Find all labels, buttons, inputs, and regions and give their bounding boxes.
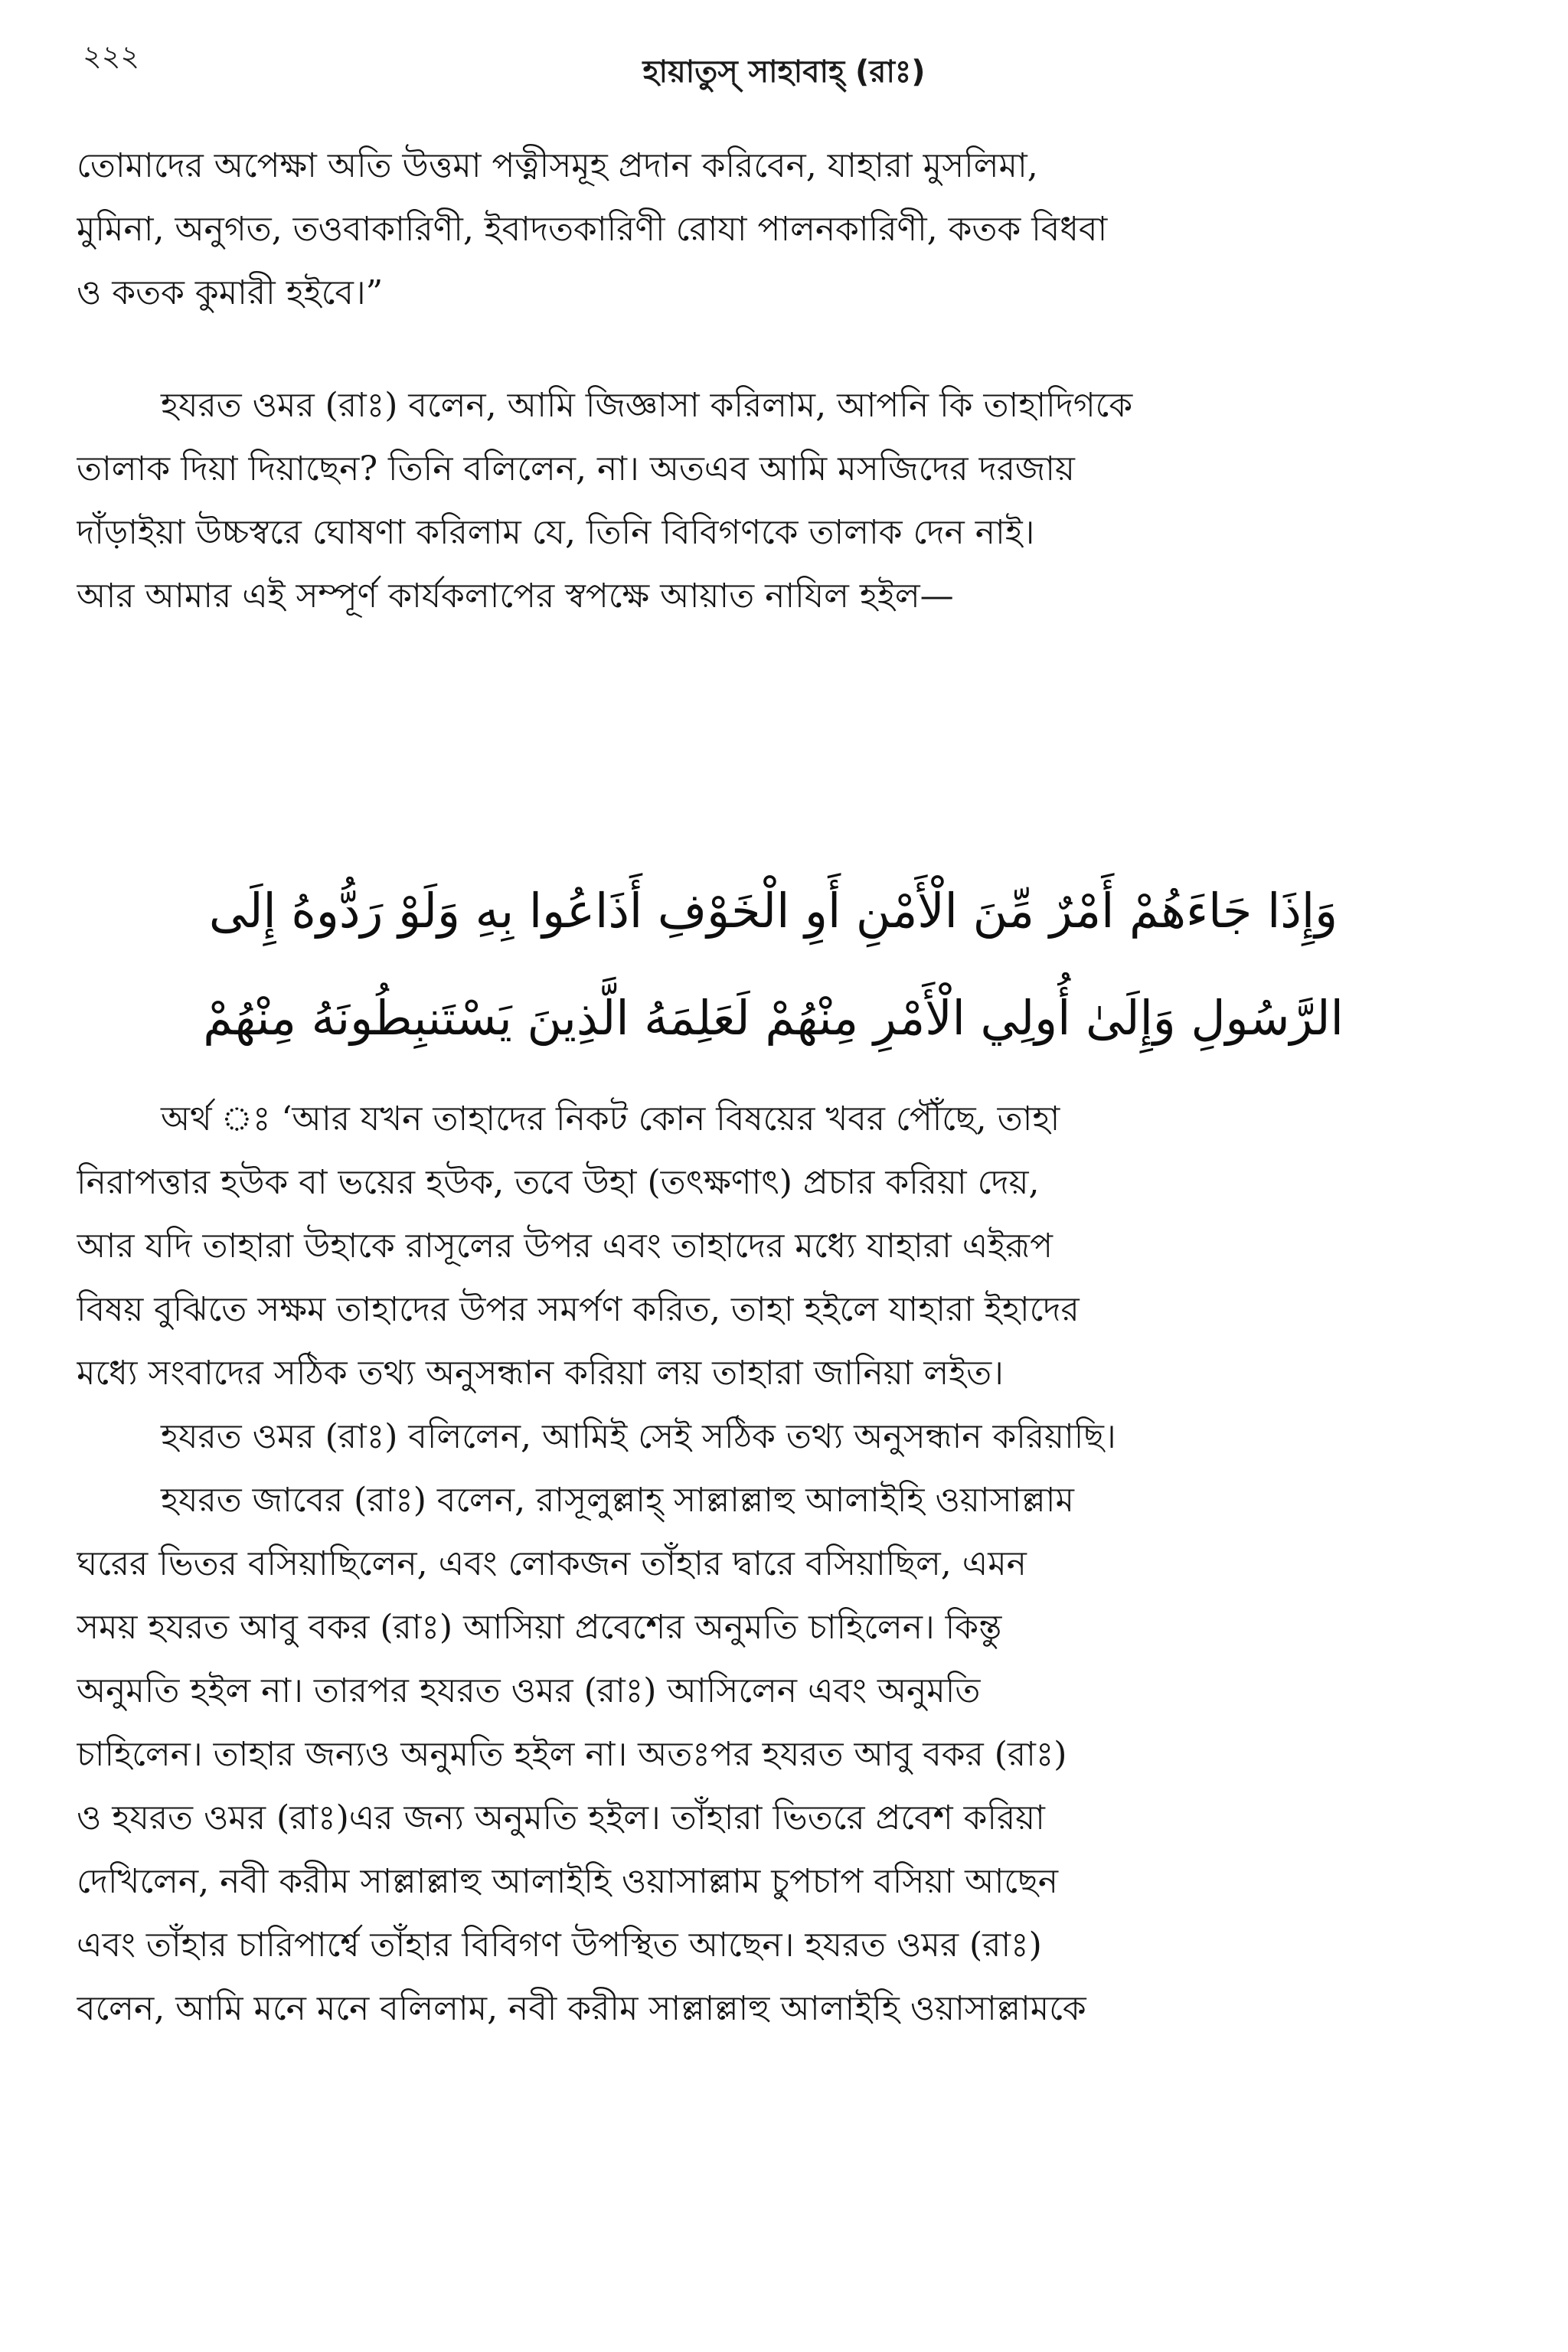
text-line: সময় হযরত আবু বকর (রাঃ) আসিয়া প্রবেশের অনুমতি চাহিলেন। কিন্তু [77,1608,1002,1647]
text-line: ঘরের ভিতর বসিয়াছিলেন, এবং লোকজন তাঁহার দ্বারে বসিয়াছিল, এমন [77,1544,1027,1583]
text-line: এবং তাঁহার চারিপার্শ্বে তাঁহার বিবিগণ উপস্থিত আছেন। হযরত ওমর (রাঃ) [77,1926,1042,1965]
arabic-verse-line: الرَّسُولِ وَإِلَىٰ أُولِي الْأَمْرِ مِنْهُمْ لَعَلِمَهُ الَّذِينَ يَسْتَنبِطُونَهُ مِنْهُمْ [203,990,1344,1046]
text-line: মধ্যে সংবাদের সঠিক তথ্য অনুসন্ধান করিয়া লয় তাহারা জানিয়া লইত। [77,1354,1004,1393]
text-line: মুমিনা, অনুগত, তওবাকারিণী, ইবাদতকারিণী রোযা পালনকারিণী, কতক বিধবা [77,210,1108,249]
text-line: চাহিলেন। তাহার জন্যও অনুমতি হইল না। অতঃপর হযরত আবু বকর (রাঃ) [77,1735,1067,1774]
text-line: অর্থ ঃ ‘আর যখন তাহাদের নিকট কোন বিষয়ের খবর পৌঁছে, তাহা [161,1099,1060,1138]
text-line: নিরাপত্তার হউক বা ভয়ের হউক, তবে উহা (তৎক্ষণাৎ) প্রচার করিয়া দেয়, [77,1163,1040,1202]
text-line: বলেন, আমি মনে মনে বলিলাম, নবী করীম সাল্লাল্লাহু আলাইহি ওয়াসাল্লামকে [77,1989,1086,2028]
text-line: তালাক দিয়া দিয়াছেন? তিনি বলিলেন, না। অতএব আমি মসজিদের দরজায় [77,449,1075,488]
text-line: আর যদি তাহারা উহাকে রাসূলের উপর এবং তাহাদের মধ্যে যাহারা এইরূপ [77,1227,1053,1266]
arabic-verse-line: وَإِذَا جَاءَهُمْ أَمْرٌ مِّنَ الْأَمْنِ أَوِ الْخَوْفِ أَذَاعُوا بِهِ وَلَوْ رَدُّوهُ إِلَى [208,883,1338,939]
text-line: তোমাদের অপেক্ষা অতি উত্তমা পত্নীসমূহ প্রদান করিবেন, যাহারা মুসলিমা, [77,146,1038,185]
page-number: ২২২ [83,39,140,73]
arabic-verse [77,858,1470,1072]
text-line: হযরত ওমর (রাঃ) বলেন, আমি জিজ্ঞাসা করিলাম, আপনি কি তাহাদিগকে [161,386,1133,425]
text-line: ও কতক কুমারী হইবে।” [77,273,384,312]
translation-and-narration [77,1087,1470,2040]
text-line: দাঁড়াইয়া উচ্চস্বরে ঘোষণা করিলাম যে, তিনি বিবিগণকে তালাক দেন নাই। [77,513,1035,552]
text-line: ও হযরত ওমর (রাঃ)এর জন্য অনুমতি হইল। তাঁহারা ভিতরে প্রবেশ করিয়া [77,1798,1045,1838]
paragraph-umar [77,374,1470,628]
text-line: হযরত জাবের (রাঃ) বলেন, রাসূলুল্লাহ্ সাল্লাল্লাহু আলাইহি ওয়াসাল্লাম [161,1481,1074,1520]
running-title: হায়াতুস্ সাহাবাহ্ (রাঃ) [642,54,926,90]
paragraph-continuation [77,134,1470,325]
text-line: দেখিলেন, নবী করীম সাল্লাল্লাহু আলাইহি ওয়াসাল্লাম চুপচাপ বসিয়া আছেন [77,1862,1059,1901]
text-line: আর আমার এই সম্পূর্ণ কার্যকলাপের স্বপক্ষে আয়াত নাযিল হইল— [77,577,954,616]
text-line: হযরত ওমর (রাঃ) বলিলেন, আমিই সেই সঠিক তথ্য অনুসন্ধান করিয়াছি। [161,1417,1116,1456]
text-line: অনুমতি হইল না। তারপর হযরত ওমর (রাঃ) আসিলেন এবং অনুমতি [77,1671,981,1710]
text-line: বিষয় বুঝিতে সক্ষম তাহাদের উপর সমর্পণ করিত, তাহা হইলে যাহারা ইহাদের [77,1290,1080,1329]
